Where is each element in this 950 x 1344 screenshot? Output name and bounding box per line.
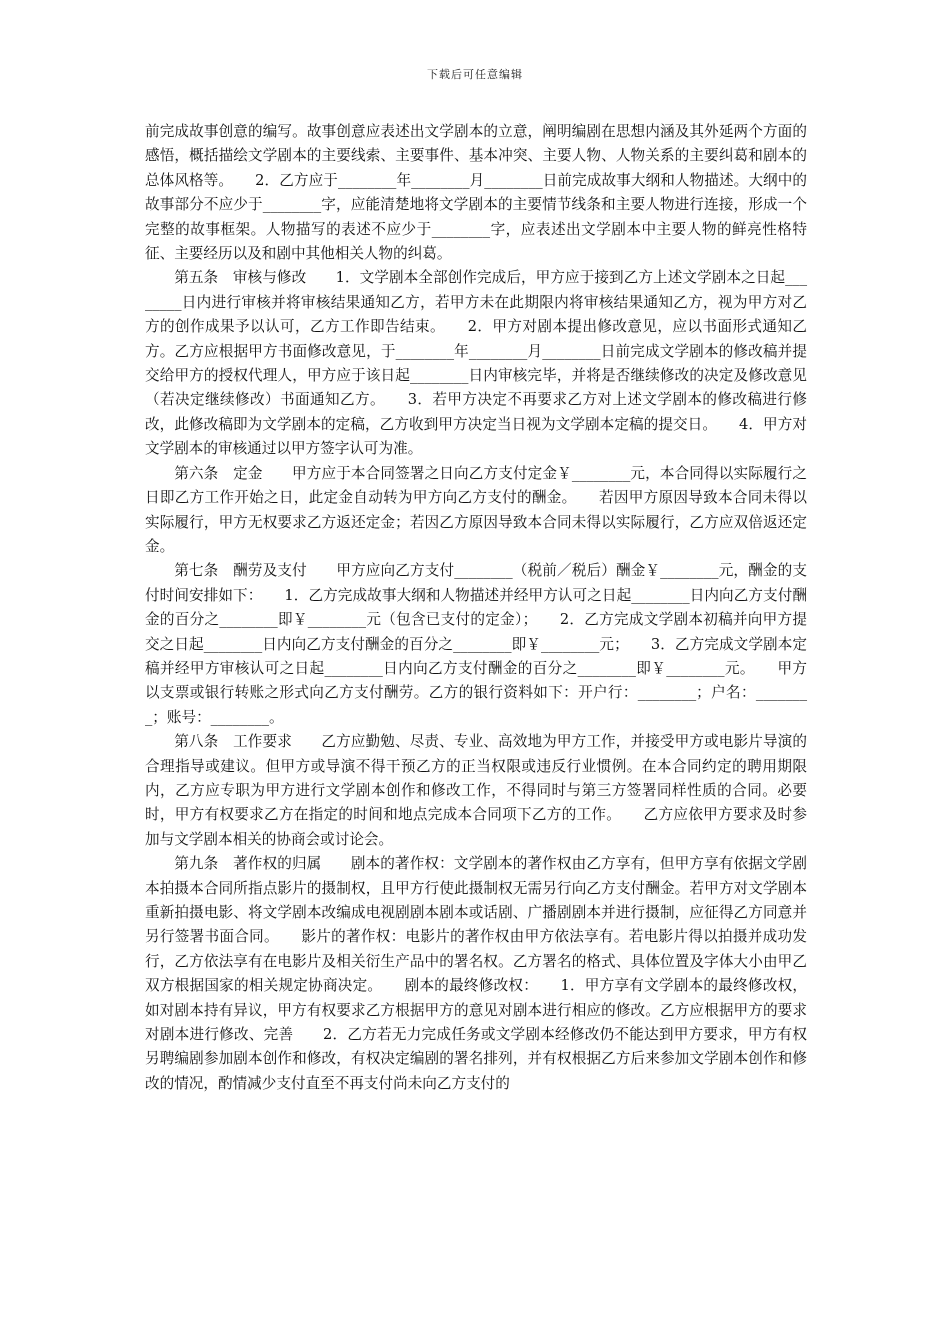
paragraph-article-6-deposit: 第六条 定金 甲方应于本合同签署之日向乙方支付定金￥________元，本合同得以实际履行之日即乙方工作开始之日，此定金自动转为甲方向乙方支付的酬金。 若因甲方原因导致本合同未得以实际履行，甲方无权要求乙方返还定金；若因乙方原因导致本合同未得以实际履行，乙方应双倍返还定金。 [145, 464, 807, 555]
paragraph-article-5-review: 第五条 审核与修改 1．文学剧本全部创作完成后，甲方应于接到乙方上述文学剧本之日起________日内进行审核并将审核结果通知乙方，若甲方未在此期限内将审核结果通知乙方，视为甲方对乙方的创作成果予以认可，乙方工作即告结束。 2．甲方对剧本提出修改意见，应以书面形式通知乙方。乙方应根据甲方书面修改意见，于________年________月________日前完成文学剧本的修改稿并提交给甲方的授权代理人，甲方应于该日起________日内审核完毕，并将是否继续修改的决定及修改意见（若决定继续修改）书面通知乙方。 3．若甲方决定不再要求乙方对上述文学剧本的修改稿进行修改，此修改稿即为文学剧本的定稿，乙方收到甲方决定当日视为文学剧本定稿的提交日。 4．甲方对文学剧本的审核通过以甲方签字认可为准。 [145, 269, 807, 458]
paragraph-article-7-payment: 第七条 酬劳及支付 甲方应向乙方支付________（税前／税后）酬金￥________元，酬金的支付时间安排如下： 1．乙方完成故事大纲和人物描述并经甲方认可之日起________日内向乙方支付酬金的百分之________即￥________元（包含已支付的定金）； 2．乙方完成文学剧本初稿并向甲方提交之日起________日内向乙方支付酬金的百分之________即￥________元； 3．乙方完成文学剧本定稿并经甲方审核认可之日起________日内向乙方支付酬金的百分之________即￥________元。 甲方以支票或银行转账之形式向乙方支付酬劳。乙方的银行资料如下：开户行：________；户名：________；账号：________。 [145, 562, 807, 726]
paragraph-story-outline: 前完成故事创意的编写。故事创意应表述出文学剧本的立意，阐明编剧在思想内涵及其外延两个方面的感悟，概括描绘文学剧本的主要线索、主要事件、基本冲突、主要人物、人物关系的主要纠葛和剧本的总体风格等。 2．乙方应于________年________月________日前完成故事大纲和人物描述。大纲中的故事部分不应少于________字，应能清楚地将文学剧本的主要情节线条和主要人物进行连接，形成一个完整的故事框架。人物描写的表述不应少于________字，应表述出文学剧本中主要人物的鲜亮性格特征、主要经历以及和剧中其他相关人物的纠葛。 [145, 123, 807, 263]
contract-body [145, 120, 807, 1096]
page-header: 下载后可任意编辑 [427, 68, 523, 81]
paragraph-article-8-work-requirements: 第八条 工作要求 乙方应勤勉、尽责、专业、高效地为甲方工作，并接受甲方或电影片导演的合理指导或建议。但甲方或导演不得干预乙方的正当权限或违反行业惯例。在本合同约定的聘用期限内，乙方应专职为甲方进行文学剧本创作和修改工作，不得同时与第三方签署同样性质的合同。必要时，甲方有权要求乙方在指定的时间和地点完成本合同项下乙方的工作。 乙方应依甲方要求及时参加与文学剧本相关的协商会或讨论会。 [145, 733, 807, 848]
paragraph-article-9-copyright: 第九条 著作权的归属 剧本的著作权：文学剧本的著作权由乙方享有，但甲方享有依据文学剧本拍摄本合同所指点影片的摄制权，且甲方行使此摄制权无需另行向乙方支付酬金。若甲方对文学剧本重新拍摄电影、将文学剧本改编成电视剧剧本剧本或话剧、广播剧剧本并进行摄制，应征得乙方同意并另行签署书面合同。 影片的著作权：电影片的著作权由甲方依法享有。若电影片得以拍摄并成功发行，乙方依法享有在电影片及相关衍生产品中的署名权。乙方署名的格式、具体位置及字体大小由甲乙双方根据国家的相关规定协商决定。 剧本的最终修改权： 1．甲方享有文学剧本的最终修改权，如对剧本持有异议，甲方有权要求乙方根据甲方的意见对剧本进行相应的修改。乙方应根据甲方的要求对剧本进行修改、完善 2．乙方若无力完成任务或文学剧本经修改仍不能达到甲方要求，甲方有权另聘编剧参加剧本创作和修改，有权决定编剧的署名排列，并有权根据乙方后来参加文学剧本创作和修改的情况，酌情减少支付直至不再支付尚未向乙方支付的 [145, 855, 807, 1092]
